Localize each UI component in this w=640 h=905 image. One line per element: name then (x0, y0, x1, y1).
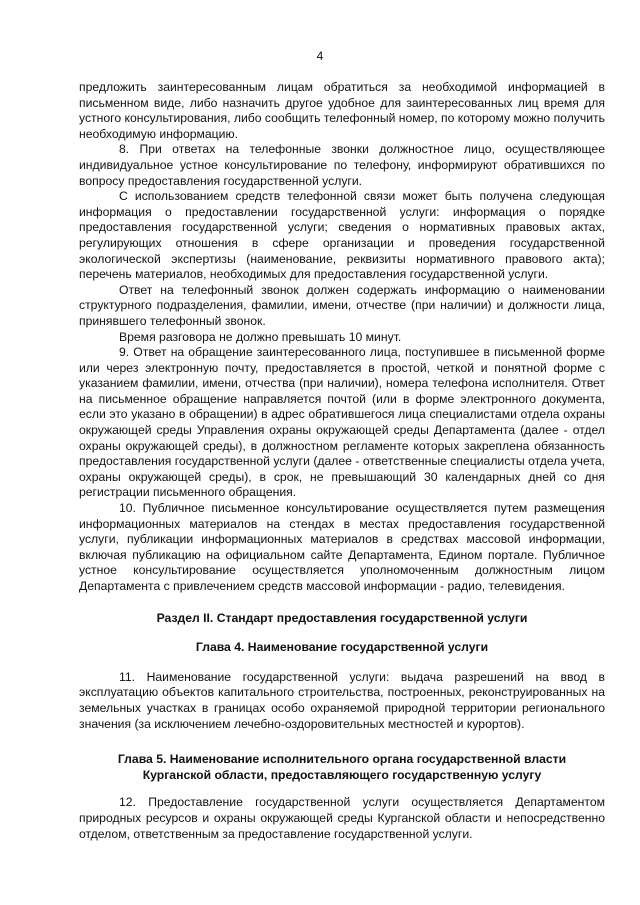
paragraph-8: 8. При ответах на телефонные звонки должностное лицо, осуществляющее индивидуальное устное консультирование по телефону, информируют обратившихся по вопросу предоставления государственной услуги. (79, 142, 605, 188)
paragraph-phone-info: С использованием средств телефонной связи может быть получена следующая информация о предоставлении государственной услуги: информация о порядке предоставления государственной услуги; сведения о нормативных правовых актах, регулирующих отношения в сфере организации и проведения государственной экологической экспертизы (наименование, реквизиты нормативного правового акта); перечень материалов, необходимых для предоставления государственной услуги. (79, 189, 605, 282)
chapter-4-heading: Глава 4. Наименование государственной услуги (195, 640, 489, 655)
paragraph-12: 12. Предоставление государственной услуги осуществляется Департаментом природных ресурсов и охраны окружающей среды Курганской области и непосредственно отделом, ответственным за предоставление государственной услуги. (79, 795, 605, 841)
paragraph-11: 11. Наименование государственной услуги: выдача разрешений на ввод в эксплуатацию объектов капитального строительства, построенных, реконструированных на земельных участках в границах особо охраняемой природной территории регионального значения (за исключением лечебно-оздоровительных местностей и курортов). (79, 669, 605, 731)
chapter-5-heading (79, 752, 605, 783)
chapter-5-heading-line-2: Курганской области, предоставляющего государственную услугу (142, 767, 542, 782)
paragraph-9: 9. Ответ на обращение заинтересованного лица, поступившее в письменной форме или через электронную почту, предоставляется в простой, четкой и понятной форме с указанием фамилии, имени, отчества (при наличии), номера телефона исполнителя. Ответ на письменное обращение направляется почтой (или в форме электронного документа, если это указано в обращении) в адрес обратившегося лица специалистами отдела охраны окружающей среды Управления охраны окружающей среды Департамента (далее - отдел охраны окружающей среды), в должностном регламенте которых закреплена обязанность предоставления государственной услуги (далее - ответственные специалисты отдела учета, охраны окружающей среды), в срок, не превышающий 30 календарных дней со дня регистрации письменного обращения. (79, 345, 605, 500)
paragraph-call-duration: Время разговора не должно превышать 10 минут. (119, 329, 402, 344)
page-number: 4 (316, 49, 324, 63)
chapter-5-heading-line-1: Глава 5. Наименование исполнительного органа государственной власти (117, 752, 567, 767)
paragraph-phone-answer: Ответ на телефонный звонок должен содержать информацию о наименовании структурного подразделения, фамилии, имени, отчестве (при наличии) и должности лица, принявшего телефонный звонок. (79, 282, 605, 328)
paragraph-continuation: предложить заинтересованным лицам обратиться за необходимой информацией в письменном виде, либо назначить другое удобное для заинтересованных лиц время для устного консультирования, либо сообщить телефонный номер, по которому можно получить необходимую информацию. (79, 80, 605, 141)
document-body (79, 80, 605, 842)
section-heading: Раздел II. Стандарт предоставления государственной услуги (156, 610, 528, 625)
paragraph-10: 10. Публичное письменное консультирование осуществляется путем размещения информационных материалов на стендах в местах предоставления государственной услуги, публикации информационных материалов в средствах массовой информации, включая публикацию на официальном сайте Департамента, Едином портале. Публичное устное консультирование осуществляется уполномоченным должностным лицом Департамента с привлечением средств массовой информации - радио, телевидения. (79, 501, 605, 593)
